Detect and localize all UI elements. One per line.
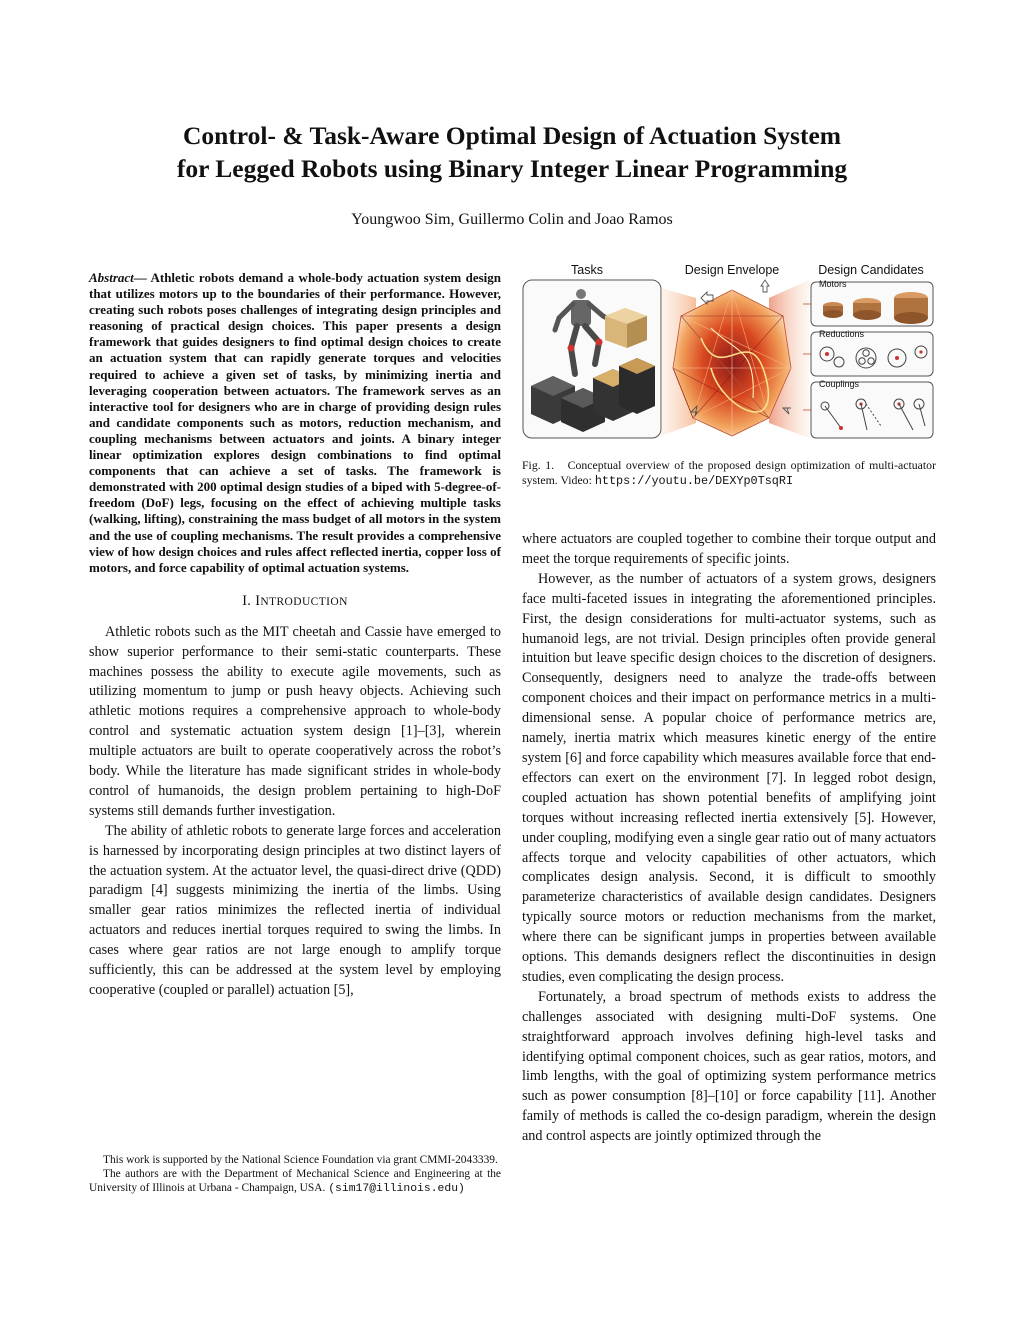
arxiv-stamp-svg — [14, 360, 64, 950]
arxiv-side-stamp — [14, 360, 64, 950]
footnotes — [89, 1153, 501, 1197]
reductions-panel — [811, 329, 933, 376]
figure-caption-text: Conceptual overview of the proposed design optimization of multi-actuator system. Video: — [522, 458, 937, 488]
intro-paragraph-1: Athletic robots such as the MIT cheetah and Cassie have emerged to show superior performance to their semi-static counterparts. These machines possess the ability to execute agile movements, such as utilizing momentum to jump or push heavy objects. Achieving such athletic motions requires a comprehensive approach to whole-body control and systematic actuation system design [1]–[3], wherein multiple actuators are built to operate cooperatively across the robot’s body. While the literature has made significant strides in whole-body control of humanoids, the design problem pertaining to high-DoF systems still demands further investigation. — [89, 623, 501, 819]
abstract-label: Abstract — [89, 270, 134, 285]
section-first-letter: I — [255, 592, 261, 609]
left-column — [89, 270, 501, 1001]
figure-1-illustration — [521, 258, 937, 454]
abstract — [89, 270, 501, 576]
section-rest: NTRODUCTION — [260, 595, 348, 608]
right-paragraph-3: Fortunately, a broad spectrum of methods exists to address the challenges associated with designing multi-DoF systems. One straightforward approach involves defining high-level tasks and identifying optimal component choices, such as gear ratios, motors, and limb lengths, with the goal of optimizing system performance metrics such as power consumption [8]–[10] or force capability [11]. Another family of methods is called the co-design paradigm, wherein the design and control aspects are jointly optimized through the — [522, 988, 936, 1145]
abstract-dash: — — [133, 270, 151, 285]
reductions-label: Reductions — [819, 329, 865, 339]
intro-paragraph-2: The ability of athletic robots to generate large forces and acceleration is harnessed by incorporating design principles at two distinct layers of the actuation system. At the actuator level, the quasi-direct drive (QDD) paradigm [4] suggests minimizing the inertia of the limbs. Using smaller gear ratios minimizes the reflected inertia of individual actuators and reduces inertial torques required to swing the limbs. In cases where gear ratios are not large enough to amplify torque sufficiently, this can be addressed at the system level by employing cooperative (coupled or parallel) actuation [5], — [89, 822, 501, 998]
figure-1 — [521, 258, 937, 454]
section-number: I. — [242, 592, 256, 609]
abstract-text: Athletic robots demand a whole-body actuation system design that utilizes motors up to the boundaries of their performance. However, creating such robots poses challenges of integrating design principles and reasoning of practical design choices. This paper presents a design framework that guides designers to find optimal design choices to create an actuation system that can rapidly generate torques and velocities required to achieve a given set of tasks, by minimizing inertia and leveraging cooperation between actuators. The framework serves as an interactive tool for designers who are in charge of providing design rules and candidate components such as motors, reduction mechanism, and coupling mechanisms between actuators and joints. A binary integer linear optimization explores design combinations to find optimal components that can achieve a set of tasks. The framework is demonstrated with 200 optimal design studies of a biped with 5-degree-of-freedom (DoF) legs, focusing on the effect of achieving multiple tasks (walking, lifting), constraining the mass budget of all motors in the system and the use of coupling mechanisms. The result provides a comprehensive view of how design choices and rules affect reflected inertia, copper loss of motors, and force capability of optimal actuation systems. — [89, 270, 501, 575]
paper-title-line-1: Control- & Task-Aware Optimal Design of Actuation System — [182, 121, 842, 150]
footnote-email[interactable]: (sim17@illinois.edu) — [328, 1183, 465, 1196]
footnote-affiliation — [89, 1167, 501, 1196]
paper-authors: Youngwoo Sim, Guillermo Colin and Joao Ramos — [351, 211, 673, 228]
figure-header-envelope: Design Envelope — [684, 263, 780, 277]
figure-caption-video-link[interactable]: https://youtu.be/DEXYp0TsqRI — [594, 474, 794, 489]
right-paragraph-1: where actuators are coupled together to combine their torque output and meet the torque requirements of specific joints. — [522, 531, 936, 567]
lifting-box — [605, 308, 647, 348]
figure-1-caption — [522, 458, 936, 489]
couplings-label: Couplings — [819, 379, 860, 389]
motors-label: Motors — [819, 279, 847, 289]
right-column — [522, 530, 936, 1147]
footnote-funding: This work is supported by the National Science Foundation via grant CMMI-2043339. — [103, 1154, 498, 1166]
couplings-panel — [811, 379, 933, 438]
motors-panel — [811, 279, 933, 326]
paper-title-line-2: for Legged Robots using Binary Integer Linear Programming — [176, 154, 848, 183]
figure-caption-label: Fig. 1. — [522, 458, 555, 472]
figure-header-candidates: Design Candidates — [818, 263, 924, 277]
footnote-affiliation-text: The authors are with the Department of Mechanical Science and Engineering at the University of Illinois at Urbana - Champaign, USA. — [89, 1168, 501, 1195]
figure-header-tasks: Tasks — [571, 263, 603, 277]
right-paragraph-2: However, as the number of actuators of a system grows, designers face multi-faceted issues in integrating the aforementioned principles. First, the design considerations for multi-actuator systems, such as humanoid legs, are not trivial. Design principles often provide general intuition but leave specific design choices to the discretion of designers. Consequently, designers need to analyze the trade-offs between component choices and their impact on performance metrics in a multi-dimensional sense. A popular choice of performance metrics are, namely, inertia matrix which measures kinetic energy of the entire system [6] and force capability which measures available force that end-effectors can exert on the environment [7]. In legged robot design, coupled actuation has shown potential benefits of amplifying joint torques without increasing reflected inertia extensively [5]. However, under coupling, modifying even a single gear ratio out of many actuators affects torque and velocity capabilities of other actuators, which complicates design analysis. Second, it is difficult to smoothly parameterize characteristics of available design candidates. Designers typically source motors or reduction mechanisms from the market, where there can be significant jumps in properties between available options. This demands designers reflect the discontinuities in design studies, even complicating the design process. — [522, 570, 936, 985]
section-introduction-heading — [89, 592, 501, 613]
